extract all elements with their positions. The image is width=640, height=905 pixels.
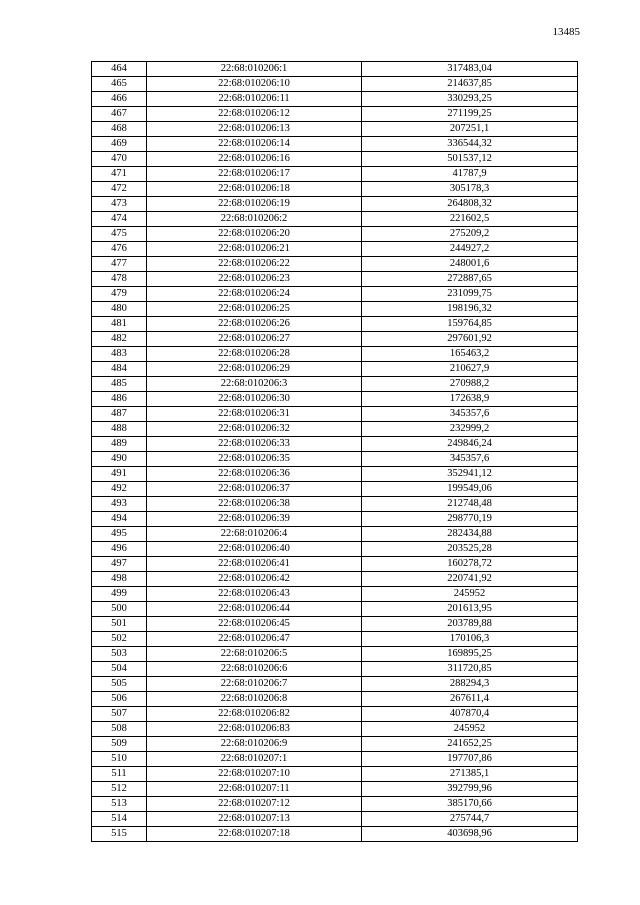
cadastral-number-cell: 22:68:010206:37	[147, 482, 362, 497]
cadastral-value-cell: 249846,24	[362, 437, 578, 452]
cadastral-value-cell: 272887,65	[362, 272, 578, 287]
cadastral-value-cell: 345357,6	[362, 407, 578, 422]
row-number-cell: 483	[92, 347, 147, 362]
row-number-cell: 498	[92, 572, 147, 587]
table-row	[92, 437, 578, 452]
cadastral-value-cell: 305178,3	[362, 182, 578, 197]
cadastral-value-cell: 41787,9	[362, 167, 578, 182]
row-number-cell: 493	[92, 497, 147, 512]
cadastral-value-cell: 271385,1	[362, 767, 578, 782]
row-number-cell: 486	[92, 392, 147, 407]
cadastral-number-cell: 22:68:010206:9	[147, 737, 362, 752]
row-number-cell: 476	[92, 242, 147, 257]
table-row	[92, 527, 578, 542]
cadastral-number-cell: 22:68:010207:1	[147, 752, 362, 767]
cadastral-value-cell: 170106,3	[362, 632, 578, 647]
table-row	[92, 182, 578, 197]
table-row	[92, 482, 578, 497]
table-row	[92, 92, 578, 107]
cadastral-number-cell: 22:68:010206:17	[147, 167, 362, 182]
table-row	[92, 677, 578, 692]
row-number-cell: 467	[92, 107, 147, 122]
row-number-cell: 492	[92, 482, 147, 497]
row-number-cell: 473	[92, 197, 147, 212]
cadastral-value-cell: 203789,88	[362, 617, 578, 632]
row-number-cell: 512	[92, 782, 147, 797]
cadastral-number-cell: 22:68:010206:38	[147, 497, 362, 512]
cadastral-value-cell: 270988,2	[362, 377, 578, 392]
cadastral-value-cell: 297601,92	[362, 332, 578, 347]
table-row	[92, 512, 578, 527]
row-number-cell: 500	[92, 602, 147, 617]
table-row	[92, 692, 578, 707]
row-number-cell: 466	[92, 92, 147, 107]
cadastral-value-cell: 271199,25	[362, 107, 578, 122]
cadastral-number-cell: 22:68:010206:26	[147, 317, 362, 332]
row-number-cell: 482	[92, 332, 147, 347]
table-row	[92, 647, 578, 662]
cadastral-value-cell: 275209,2	[362, 227, 578, 242]
cadastral-number-cell: 22:68:010206:2	[147, 212, 362, 227]
cadastral-number-cell: 22:68:010206:24	[147, 287, 362, 302]
cadastral-value-cell: 172638,9	[362, 392, 578, 407]
cadastral-number-cell: 22:68:010206:8	[147, 692, 362, 707]
table-row	[92, 332, 578, 347]
cadastral-value-cell: 203525,28	[362, 542, 578, 557]
cadastral-value-cell: 403698,96	[362, 827, 578, 842]
cadastral-number-cell: 22:68:010206:39	[147, 512, 362, 527]
table-row	[92, 77, 578, 92]
table-row	[92, 617, 578, 632]
row-number-cell: 508	[92, 722, 147, 737]
table-row	[92, 167, 578, 182]
table-row	[92, 752, 578, 767]
cadastral-number-cell: 22:68:010206:14	[147, 137, 362, 152]
cadastral-value-table-container	[91, 61, 578, 842]
cadastral-number-cell: 22:68:010206:18	[147, 182, 362, 197]
cadastral-number-cell: 22:68:010207:13	[147, 812, 362, 827]
cadastral-value-cell: 169895,25	[362, 647, 578, 662]
cadastral-number-cell: 22:68:010206:32	[147, 422, 362, 437]
row-number-cell: 496	[92, 542, 147, 557]
table-row	[92, 407, 578, 422]
row-number-cell: 489	[92, 437, 147, 452]
row-number-cell: 509	[92, 737, 147, 752]
cadastral-number-cell: 22:68:010206:25	[147, 302, 362, 317]
cadastral-number-cell: 22:68:010206:40	[147, 542, 362, 557]
table-row	[92, 497, 578, 512]
table-row	[92, 467, 578, 482]
cadastral-number-cell: 22:68:010206:6	[147, 662, 362, 677]
cadastral-value-cell: 232999,2	[362, 422, 578, 437]
cadastral-value-cell: 345357,6	[362, 452, 578, 467]
table-row	[92, 362, 578, 377]
row-number-cell: 504	[92, 662, 147, 677]
cadastral-value-cell: 210627,9	[362, 362, 578, 377]
cadastral-number-cell: 22:68:010206:30	[147, 392, 362, 407]
row-number-cell: 480	[92, 302, 147, 317]
row-number-cell: 485	[92, 377, 147, 392]
table-row	[92, 302, 578, 317]
cadastral-value-cell: 207251,1	[362, 122, 578, 137]
cadastral-value-cell: 165463,2	[362, 347, 578, 362]
row-number-cell: 515	[92, 827, 147, 842]
row-number-cell: 499	[92, 587, 147, 602]
cadastral-number-cell: 22:68:010206:36	[147, 467, 362, 482]
row-number-cell: 488	[92, 422, 147, 437]
table-row	[92, 452, 578, 467]
table-body	[92, 62, 578, 842]
cadastral-number-cell: 22:68:010206:10	[147, 77, 362, 92]
cadastral-number-cell: 22:68:010206:3	[147, 377, 362, 392]
cadastral-value-cell: 214637,85	[362, 77, 578, 92]
cadastral-number-cell: 22:68:010207:18	[147, 827, 362, 842]
cadastral-number-cell: 22:68:010206:27	[147, 332, 362, 347]
row-number-cell: 475	[92, 227, 147, 242]
cadastral-number-cell: 22:68:010206:83	[147, 722, 362, 737]
cadastral-number-cell: 22:68:010206:1	[147, 62, 362, 77]
row-number-cell: 490	[92, 452, 147, 467]
table-row	[92, 122, 578, 137]
row-number-cell: 510	[92, 752, 147, 767]
cadastral-number-cell: 22:68:010206:28	[147, 347, 362, 362]
cadastral-value-cell: 159764,85	[362, 317, 578, 332]
cadastral-value-cell: 330293,25	[362, 92, 578, 107]
page-number: 13485	[552, 26, 580, 38]
table-row	[92, 797, 578, 812]
cadastral-value-cell: 392799,96	[362, 782, 578, 797]
cadastral-value-cell: 201613,95	[362, 602, 578, 617]
cadastral-number-cell: 22:68:010207:12	[147, 797, 362, 812]
table-row	[92, 542, 578, 557]
cadastral-value-cell: 298770,19	[362, 512, 578, 527]
row-number-cell: 478	[92, 272, 147, 287]
table-row	[92, 827, 578, 842]
row-number-cell: 494	[92, 512, 147, 527]
table-row	[92, 242, 578, 257]
table-row	[92, 767, 578, 782]
cadastral-number-cell: 22:68:010206:21	[147, 242, 362, 257]
cadastral-value-cell: 241652,25	[362, 737, 578, 752]
row-number-cell: 514	[92, 812, 147, 827]
table-row	[92, 632, 578, 647]
cadastral-number-cell: 22:68:010206:33	[147, 437, 362, 452]
table-row	[92, 422, 578, 437]
cadastral-number-cell: 22:68:010206:11	[147, 92, 362, 107]
table-row	[92, 287, 578, 302]
row-number-cell: 472	[92, 182, 147, 197]
cadastral-number-cell: 22:68:010207:10	[147, 767, 362, 782]
row-number-cell: 470	[92, 152, 147, 167]
table-row	[92, 107, 578, 122]
row-number-cell: 484	[92, 362, 147, 377]
cadastral-value-cell: 221602,5	[362, 212, 578, 227]
row-number-cell: 468	[92, 122, 147, 137]
table-row	[92, 392, 578, 407]
cadastral-value-cell: 311720,85	[362, 662, 578, 677]
table-row	[92, 737, 578, 752]
row-number-cell: 481	[92, 317, 147, 332]
cadastral-value-cell: 385170,66	[362, 797, 578, 812]
row-number-cell: 507	[92, 707, 147, 722]
table-row	[92, 227, 578, 242]
cadastral-number-cell: 22:68:010206:22	[147, 257, 362, 272]
cadastral-value-cell: 317483,04	[362, 62, 578, 77]
cadastral-number-cell: 22:68:010206:29	[147, 362, 362, 377]
cadastral-number-cell: 22:68:010206:16	[147, 152, 362, 167]
cadastral-value-cell: 282434,88	[362, 527, 578, 542]
cadastral-value-cell: 244927,2	[362, 242, 578, 257]
cadastral-value-cell: 407870,4	[362, 707, 578, 722]
row-number-cell: 497	[92, 557, 147, 572]
row-number-cell: 469	[92, 137, 147, 152]
cadastral-number-cell: 22:68:010206:20	[147, 227, 362, 242]
table-row	[92, 347, 578, 362]
table-row	[92, 572, 578, 587]
cadastral-value-cell: 336544,32	[362, 137, 578, 152]
cadastral-number-cell: 22:68:010206:7	[147, 677, 362, 692]
cadastral-value-cell: 288294,3	[362, 677, 578, 692]
row-number-cell: 503	[92, 647, 147, 662]
table-row	[92, 257, 578, 272]
cadastral-value-cell: 245952	[362, 587, 578, 602]
table-row	[92, 377, 578, 392]
cadastral-value-cell: 197707,86	[362, 752, 578, 767]
cadastral-number-cell: 22:68:010206:13	[147, 122, 362, 137]
table-row	[92, 62, 578, 77]
cadastral-value-cell: 212748,48	[362, 497, 578, 512]
cadastral-value-table	[91, 61, 578, 842]
table-row	[92, 317, 578, 332]
row-number-cell: 511	[92, 767, 147, 782]
row-number-cell: 471	[92, 167, 147, 182]
cadastral-value-cell: 231099,75	[362, 287, 578, 302]
cadastral-value-cell: 267611,4	[362, 692, 578, 707]
table-row	[92, 197, 578, 212]
table-row	[92, 707, 578, 722]
table-row	[92, 782, 578, 797]
row-number-cell: 513	[92, 797, 147, 812]
table-row	[92, 212, 578, 227]
row-number-cell: 464	[92, 62, 147, 77]
cadastral-number-cell: 22:68:010206:47	[147, 632, 362, 647]
cadastral-value-cell: 248001,6	[362, 257, 578, 272]
cadastral-value-cell: 220741,92	[362, 572, 578, 587]
row-number-cell: 506	[92, 692, 147, 707]
table-row	[92, 722, 578, 737]
cadastral-number-cell: 22:68:010206:41	[147, 557, 362, 572]
cadastral-value-cell: 199549,06	[362, 482, 578, 497]
cadastral-number-cell: 22:68:010207:11	[147, 782, 362, 797]
table-row	[92, 272, 578, 287]
row-number-cell: 505	[92, 677, 147, 692]
table-row	[92, 812, 578, 827]
row-number-cell: 502	[92, 632, 147, 647]
cadastral-number-cell: 22:68:010206:43	[147, 587, 362, 602]
cadastral-value-cell: 245952	[362, 722, 578, 737]
cadastral-number-cell: 22:68:010206:12	[147, 107, 362, 122]
cadastral-number-cell: 22:68:010206:19	[147, 197, 362, 212]
cadastral-value-cell: 275744,7	[362, 812, 578, 827]
row-number-cell: 495	[92, 527, 147, 542]
cadastral-number-cell: 22:68:010206:35	[147, 452, 362, 467]
table-row	[92, 587, 578, 602]
cadastral-number-cell: 22:68:010206:5	[147, 647, 362, 662]
cadastral-number-cell: 22:68:010206:45	[147, 617, 362, 632]
cadastral-number-cell: 22:68:010206:44	[147, 602, 362, 617]
row-number-cell: 465	[92, 77, 147, 92]
cadastral-value-cell: 264808,32	[362, 197, 578, 212]
cadastral-value-cell: 198196,32	[362, 302, 578, 317]
table-row	[92, 152, 578, 167]
row-number-cell: 491	[92, 467, 147, 482]
table-row	[92, 602, 578, 617]
cadastral-value-cell: 501537,12	[362, 152, 578, 167]
table-row	[92, 137, 578, 152]
cadastral-number-cell: 22:68:010206:82	[147, 707, 362, 722]
row-number-cell: 501	[92, 617, 147, 632]
cadastral-value-cell: 352941,12	[362, 467, 578, 482]
cadastral-number-cell: 22:68:010206:31	[147, 407, 362, 422]
cadastral-number-cell: 22:68:010206:42	[147, 572, 362, 587]
cadastral-number-cell: 22:68:010206:4	[147, 527, 362, 542]
table-row	[92, 557, 578, 572]
cadastral-value-cell: 160278,72	[362, 557, 578, 572]
row-number-cell: 487	[92, 407, 147, 422]
row-number-cell: 479	[92, 287, 147, 302]
row-number-cell: 474	[92, 212, 147, 227]
table-row	[92, 662, 578, 677]
row-number-cell: 477	[92, 257, 147, 272]
cadastral-number-cell: 22:68:010206:23	[147, 272, 362, 287]
